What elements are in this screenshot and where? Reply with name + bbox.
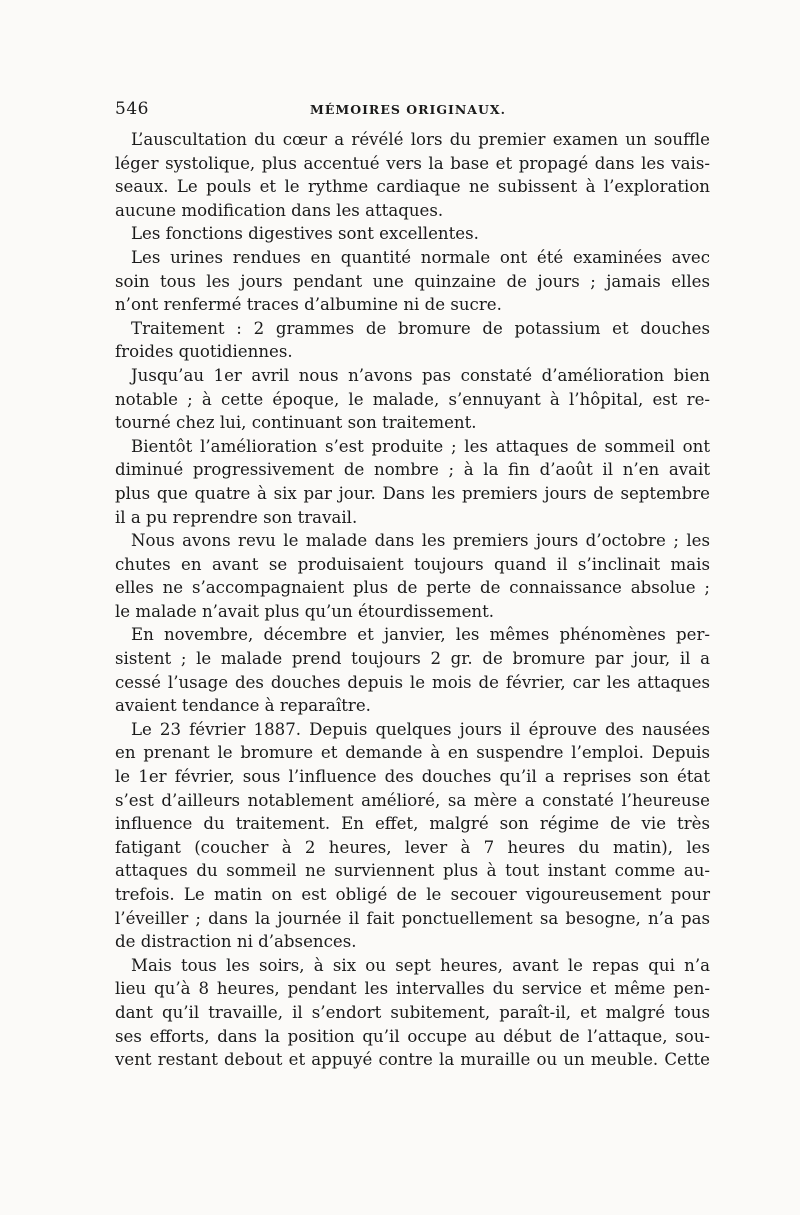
text-line: Traitement : 2 grammes de bromure de potassium et douches — [131, 318, 710, 338]
text-line: léger systolique, plus accentué vers la base et propagé dans les vais- — [115, 153, 710, 173]
paragraph — [115, 364, 710, 435]
text-line: diminué progressivement de nombre ; à la fin d’août il n’en avait — [115, 460, 710, 480]
page-number: 546 — [115, 99, 149, 119]
page-header — [115, 99, 710, 123]
text-line: seaux. Le pouls et le rythme cardiaque ne subissent à l’exploration — [115, 177, 710, 197]
text-line: Les fonctions digestives sont excellentes. — [131, 224, 479, 244]
text-line: Jusqu’au 1er avril nous n’avons pas constaté d’amélioration bien — [131, 365, 710, 385]
text-line: le 1er février, sous l’influence des douches qu’il a reprises son état — [115, 767, 710, 787]
text-line: vent restant debout et appuyé contre la muraille ou un meuble. Cette — [115, 1050, 710, 1070]
text-line: fatigant (coucher à 2 heures, lever à 7 heures du matin), les — [115, 837, 710, 857]
paragraph — [115, 317, 710, 364]
paragraph — [115, 128, 710, 222]
paragraph — [115, 954, 710, 1072]
text-line: l’éveiller ; dans la journée il fait ponctuellement sa besogne, n’a pas — [115, 908, 710, 928]
text-line: attaques du sommeil ne surviennent plus à tout instant comme au- — [115, 861, 710, 881]
paragraph — [115, 718, 710, 954]
paragraph — [115, 222, 710, 246]
paragraph — [115, 623, 710, 717]
paragraph — [115, 529, 710, 623]
text-line: s’est d’ailleurs notablement amélioré, sa mère a constaté l’heureuse — [115, 790, 710, 810]
text-line: Bientôt l’amélioration s’est produite ; les attaques de sommeil ont — [131, 436, 710, 456]
text-line: en prenant le bromure et demande à en suspendre l’emploi. Depuis — [115, 743, 710, 763]
text-line: le malade n’avait plus qu’un étourdissement. — [115, 601, 495, 621]
text-line: aucune modification dans les attaques. — [115, 200, 444, 220]
text-line: Les urines rendues en quantité normale ont été examinées avec — [131, 247, 710, 267]
text-line: avaient tendance à reparaître. — [115, 696, 371, 716]
paragraph — [115, 246, 710, 317]
paragraph — [115, 435, 710, 529]
text-line: il a pu reprendre son travail. — [115, 507, 358, 527]
text-line: ses efforts, dans la position qu’il occupe au début de l’attaque, sou- — [115, 1026, 710, 1046]
text-line: sistent ; le malade prend toujours 2 gr. de bromure par jour, il a — [115, 649, 710, 669]
text-line: soin tous les jours pendant une quinzaine de jours ; jamais elles — [115, 271, 710, 291]
text-line: Le 23 février 1887. Depuis quelques jours il éprouve des nausées — [131, 719, 710, 739]
text-line: cessé l’usage des douches depuis le mois de février, car les attaques — [115, 672, 710, 692]
running-title: MÉMOIRES ORIGINAUX. — [310, 102, 506, 117]
text-line: de distraction ni d’absences. — [115, 932, 357, 952]
text-line: lieu qu’à 8 heures, pendant les intervalles du service et même pen- — [115, 979, 710, 999]
text-line: trefois. Le matin on est obligé de le secouer vigoureusement pour — [115, 885, 710, 904]
text-line: chutes en avant se produisaient toujours quand il s’inclinait mais — [115, 554, 710, 574]
text-line: froides quotidiennes. — [115, 342, 293, 362]
body-text — [115, 128, 710, 1072]
text-line: En novembre, décembre et janvier, les mêmes phénomènes per- — [131, 625, 710, 645]
text-line: notable ; à cette époque, le malade, s’ennuyant à l’hôpital, est re- — [115, 389, 710, 409]
text-line: Nous avons revu le malade dans les premiers jours d’octobre ; les — [131, 531, 710, 551]
text-line: Mais tous les soirs, à six ou sept heures, avant le repas qui n’a — [131, 955, 710, 975]
text-line: L’auscultation du cœur a révélé lors du premier examen un souffle — [131, 130, 710, 149]
text-line: tourné chez lui, continuant son traitement. — [115, 413, 477, 433]
text-line: n’ont renfermé traces d’albumine ni de sucre. — [115, 295, 502, 315]
text-line: elles ne s’accompagnaient plus de perte de connaissance absolue ; — [115, 578, 710, 598]
text-line: dant qu’il travaille, il s’endort subitement, paraît-il, et malgré tous — [115, 1002, 710, 1022]
text-line: influence du traitement. En effet, malgré son régime de vie très — [115, 814, 710, 834]
text-line: plus que quatre à six par jour. Dans les premiers jours de septembre — [115, 483, 710, 503]
